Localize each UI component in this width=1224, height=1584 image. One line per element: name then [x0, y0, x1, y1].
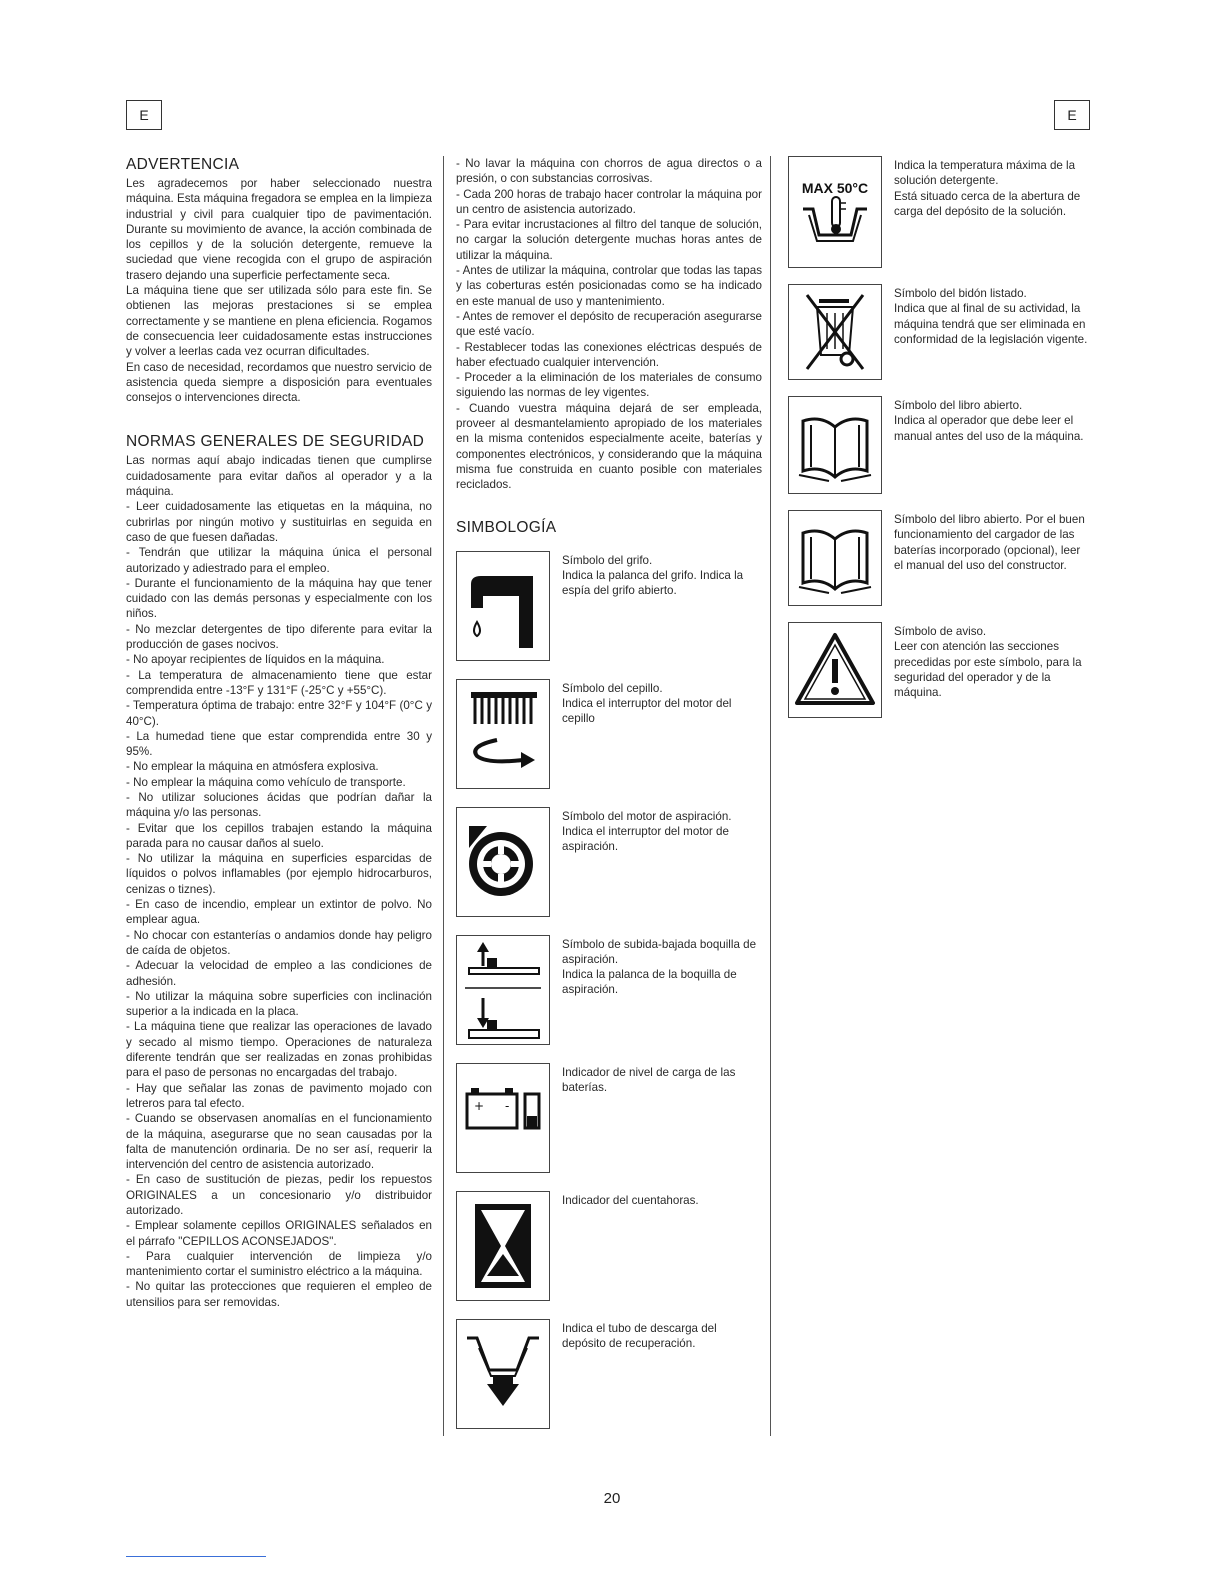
- symbol-row-warning: [788, 622, 1090, 718]
- symbol-row-tap: [456, 551, 762, 663]
- safety-rules-list: [126, 453, 432, 1310]
- safety-rule: - No emplear la máquina en atmósfera explosiva.: [126, 760, 379, 774]
- symbol-text-crossed-bin: Símbolo del bidón listado. Indica que al final de su actividad, la máquina tendrá que ser eliminada en conformidad de la legislación vigente.: [894, 287, 1088, 346]
- safety-rule: - Durante el funcionamiento de la máquina hay que tener cuidado con las demás personas y especialmente con los niños.: [126, 576, 432, 621]
- symbol-text-suction-motor: Símbolo del motor de aspiración. Indica el interruptor del motor de aspiración.: [562, 809, 732, 854]
- symbol-row-battery: [456, 1063, 762, 1175]
- service-paragraph: En caso de necesidad, recordamos que nuestro servicio de asistencia queda siempre a disposición para eventuales consejos o intervenciones directa.: [126, 360, 432, 405]
- usage-paragraph: La máquina tiene que ser utilizada sólo para este fin. Se obtienen las mejoras prestaciones si se emplea correctamente y se mantiene en plena eficiencia. Rogamos de consecuencia leer cuidadosamente estas instrucciones y volver a leerlas cada vez ocurran dificultades.: [126, 284, 432, 359]
- symbol-row-brush: [456, 679, 762, 791]
- symbol-text-warning: Símbolo de aviso. Leer con atención las secciones precedidas por este símbolo, para la seguridad del operador y de la máquina.: [894, 625, 1082, 700]
- symbol-text-brush: Símbolo del cepillo. Indica el interruptor del motor del cepillo: [562, 681, 732, 726]
- footer-rule: [126, 1556, 266, 1557]
- max-temperature-icon: [788, 156, 882, 268]
- safety-rule: - Tendrán que utilizar la máquina única el personal autorizado y adiestrado para el empleo.: [126, 546, 432, 575]
- language-box-right: E: [1054, 100, 1090, 130]
- section-title-safety: NORMAS GENERALES DE SEGURIDAD: [126, 433, 425, 451]
- tap-icon: [456, 551, 550, 661]
- symbol-text-battery: Indicador de nivel de carga de las baterías.: [562, 1065, 736, 1094]
- svg-text:+: +: [474, 1098, 485, 1113]
- symbol-text-drain: Indica el tubo de descarga del depósito de recuperación.: [562, 1321, 717, 1350]
- safety-rule: Las normas aquí abajo indicadas tienen que cumplirse cuidadosamente para evitar daños al operador y a la máquina.: [126, 454, 432, 499]
- safety-rule: - No quitar las protecciones que requieren el empleo de utensilios para ser removidas.: [126, 1280, 432, 1309]
- symbol-row-crossed-bin: [788, 284, 1090, 380]
- safety-rule: - No apoyar recipientes de líquidos en la máquina.: [126, 653, 385, 667]
- safety-rule: - Cuando se observasen anomalías en el funcionamiento de la máquina, asegurarse que no sean causadas por la falta de manutención ordinaria. De no ser así, requerir la intervención del centro de asistencia autorizado.: [126, 1112, 432, 1172]
- column-divider-1: [443, 156, 444, 1436]
- drain-hose-icon: [456, 1319, 550, 1429]
- symbol-row-open-book: [788, 396, 1090, 494]
- safety-rule: - La temperatura de almacenamiento tiene que estar comprendida entre -13°F y 131°F (-25°C y +55°C).: [126, 668, 432, 697]
- safety-rule: - Adecuar la velocidad de empleo a las condiciones de adhesión.: [126, 959, 432, 988]
- hourmeter-icon: [456, 1191, 550, 1301]
- safety-rule: - No emplear la máquina como vehículo de transporte.: [126, 775, 406, 789]
- suction-motor-icon: [456, 807, 550, 917]
- safety-rule: - Cuando vuestra máquina dejará de ser empleada, proveer al desmantelamiento apropiado de los materiales en la misma contenidos especialmente aceite, baterías y componentes electrónicos, y considerando que la máquina misma fue construida en cuanto posible con materiales reciclados.: [456, 401, 762, 492]
- safety-rule: - No utilizar la máquina sobre superficies con inclinación superior a la indicada en la placa.: [126, 989, 432, 1019]
- open-book-icon: [788, 396, 882, 494]
- safety-rule: - Para evitar incrustaciones al filtro del tanque de solución, no cargar la solución detergente muchas horas antes de utilizar la máquina.: [456, 218, 762, 262]
- page-number: 20: [603, 1490, 621, 1507]
- battery-level-icon: [456, 1063, 550, 1173]
- symbol-row-squeegee: [456, 935, 762, 1047]
- section-title-symbols: SIMBOLOGÍA: [456, 518, 557, 536]
- column-divider-2: [770, 156, 771, 1436]
- safety-rule: - Antes de utilizar la máquina, controlar que todas las tapas y las coberturas estén posicionadas como se ha indicado en este manual de uso y mantenimiento.: [456, 264, 762, 308]
- safety-rule: - Restablecer todas las conexiones eléctricas después de haber efectuado cualquier intervención.: [456, 340, 762, 369]
- safety-rule: - No chocar con estanterías o andamios donde hay peligro de caída de objetos.: [126, 928, 432, 957]
- symbol-text-max-temperature: Indica la temperatura máxima de la solución detergente. Está situado cerca de la abertura de carga del depósito de la solución.: [894, 159, 1081, 218]
- safety-rule: - Cada 200 horas de trabajo hacer controlar la máquina por un centro de asistencia autorizado.: [456, 187, 762, 216]
- safety-rules-list-continued: [456, 156, 762, 493]
- column-symbols: [788, 156, 1090, 734]
- safety-rule: - En caso de incendio, emplear un extintor de polvo. No emplear agua.: [126, 898, 432, 927]
- max-temperature-label: MAX 50°C: [801, 180, 869, 196]
- brush-icon: [456, 679, 550, 789]
- safety-rule: - Hay que señalar las zonas de pavimento mojado con letreros para tal efecto.: [126, 1081, 432, 1110]
- symbol-row-hourmeter: [456, 1191, 762, 1303]
- safety-rule: - No utilizar soluciones ácidas que podrían dañar la máquina y/o las personas.: [126, 790, 432, 820]
- symbol-row-drain: [456, 1319, 762, 1431]
- symbol-text-open-book-charger: Símbolo del libro abierto. Por el buen funcionamiento del cargador de las baterías incorporado (opcional), leer el manual del uso del constructor.: [894, 513, 1085, 572]
- safety-rule: - No lavar la máquina con chorros de agua directos o a presión, o con substancias corrosivas.: [456, 157, 762, 186]
- safety-rule: - No mezclar detergentes de tipo diferente para evitar la producción de gases nocivos.: [126, 622, 432, 652]
- safety-rule: - Evitar que los cepillos trabajen estando la máquina parada para no causar daños al suelo.: [126, 821, 432, 850]
- safety-rule: - En caso de sustitución de piezas, pedir los repuestos ORIGINALES a un concesionario y/o distribuidor autorizado.: [126, 1173, 432, 1217]
- safety-rule: - Temperatura óptima de trabajo: entre 32°F y 104°F (0°C y 40°C).: [126, 699, 432, 728]
- symbol-text-hourmeter: Indicador del cuentahoras.: [562, 1193, 699, 1207]
- symbol-text-squeegee: Símbolo de subida-bajada boquilla de aspiración. Indica la palanca de la boquilla de aspiración.: [562, 937, 757, 997]
- warning-icon: [788, 622, 882, 718]
- safety-rule: - Para cualquier intervención de limpieza y/o mantenimiento cortar el suministro eléctrico a la máquina.: [126, 1249, 432, 1279]
- language-box-left: E: [126, 100, 162, 130]
- symbol-row-suction-motor: [456, 807, 762, 919]
- symbol-row-max-temperature: [788, 156, 1090, 268]
- crossed-bin-icon: [788, 284, 882, 380]
- svg-text:-: -: [505, 1098, 510, 1113]
- squeegee-up-down-icon: [456, 935, 550, 1045]
- column-warnings: [126, 156, 432, 1310]
- open-book-charger-icon: [788, 510, 882, 606]
- safety-rule: - Antes de remover el depósito de recuperación asegurarse que esté vacío.: [456, 309, 762, 339]
- column-rules-symbols: [456, 156, 762, 1447]
- intro-paragraph: Les agradecemos por haber seleccionado nuestra máquina. Esta máquina fregadora se emplea en la limpieza industrial y civil para cualquier tipo de pavimentación. Durante su movimiento de avance, la acción combinada de los cepillos y de la solución detergente, remueve la suciedad que viene recogida con el grupo de aspiración trasero dejando una superficie perfectamente seca.: [126, 177, 432, 282]
- section-title-warning: ADVERTENCIA: [126, 156, 240, 173]
- symbol-text-tap: Símbolo del grifo. Indica la palanca del grifo. Indica la espía del grifo abierto.: [562, 553, 744, 598]
- symbol-text-open-book: Símbolo del libro abierto. Indica al operador que debe leer el manual antes del uso de la máquina.: [894, 399, 1084, 443]
- safety-rule: - La humedad tiene que estar comprendida entre 30 y 95%.: [126, 729, 432, 759]
- safety-rule: - Leer cuidadosamente las etiquetas en la máquina, no cubrirlas por ningún motivo y sustituirlas en seguida en caso de que fuesen dañadas.: [126, 500, 432, 544]
- safety-rule: - Proceder a la eliminación de los materiales de consumo siguiendo las normas de ley vigentes.: [456, 371, 762, 400]
- safety-rule: - No utilizar la máquina en superficies esparcidas de líquidos o polvos inflamables (por ejemplo hidrocarburos, cenizas o tiznes).: [126, 852, 432, 896]
- symbol-row-open-book-charger: [788, 510, 1090, 606]
- safety-rule: - La máquina tiene que realizar las operaciones de lavado y secado al mismo tiempo. Operaciones de naturaleza diferente tendrán que ser realizadas en zonas prohibidas para el paso de personas no encargadas del trabajo.: [126, 1020, 432, 1080]
- safety-rule: - Emplear solamente cepillos ORIGINALES señalados en el párrafo "CEPILLOS ACONSEJADOS".: [126, 1219, 432, 1248]
